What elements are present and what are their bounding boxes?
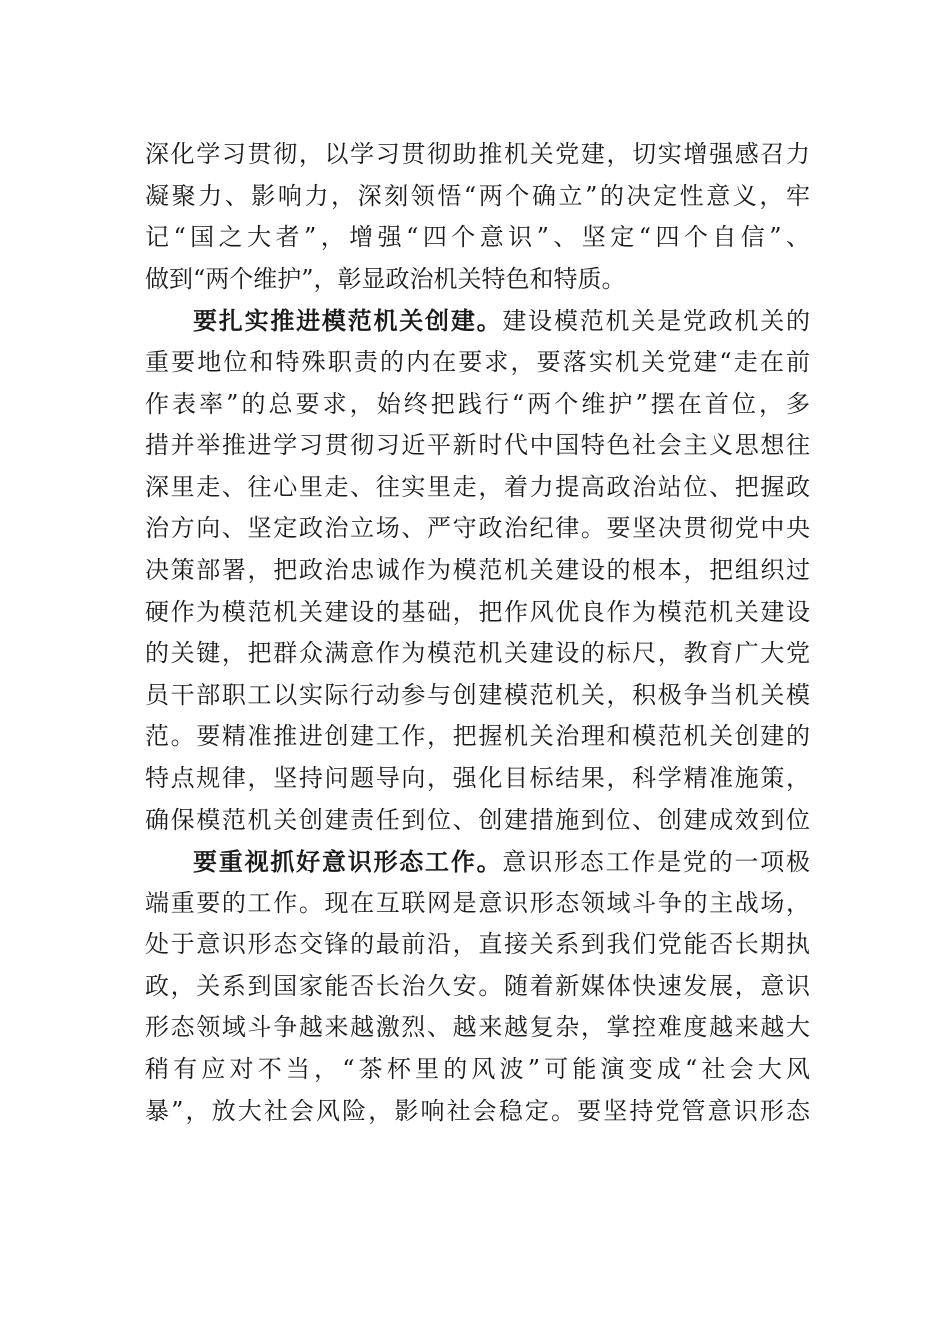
text-line: 确保模范机关创建责任到位、创建措施到位、创建成效到位 [145, 805, 810, 834]
text-line: 决策部署，把政治忠诚作为模范机关建设的根本，把组织过 [145, 555, 810, 584]
text-line: 作表率”的总要求，始终把践行“两个维护”摆在首位，多 [145, 389, 810, 418]
text-line: 的关键，把群众满意作为模范机关建设的标尺，教育广大党 [145, 639, 810, 668]
text-line: 记“国之大者”，增强“四个意识”、坚定“四个自信”、 [145, 223, 810, 252]
text-line [145, 841, 810, 883]
text-line: 硬作为模范机关建设的基础，把作风优良作为模范机关建设 [145, 597, 810, 626]
text-line: 深化学习贯彻，以学习贯彻助推机关党建，切实增强感召力 [145, 140, 810, 168]
text-line: 暴”，放大社会风险，影响社会稳定。要坚持党管意识形态 [145, 1096, 810, 1125]
text-line: 范。要精准推进创建工作，把握机关治理和模范机关创建的 [145, 722, 810, 751]
text-line: 稍有应对不当，“茶杯里的风波”可能演变成“社会大风 [145, 1055, 810, 1084]
text-line [145, 300, 810, 342]
paragraph [145, 134, 810, 300]
paragraph-lead-heading: 要重视抓好意识形态工作。 [193, 847, 503, 877]
text-line: 措并举推进学习贯彻习近平新时代中国特色社会主义思想往 [145, 431, 810, 460]
paragraph [145, 300, 810, 841]
text-line: 端重要的工作。现在互联网是意识形态领域斗争的主战场， [145, 888, 810, 917]
text-line: 处于意识形态交锋的最前沿，直接关系到我们党能否长期执 [145, 930, 810, 959]
text-line: 特点规律，坚持问题导向，强化目标结果，科学精准施策， [145, 763, 810, 792]
text-line: 治方向、坚定政治立场、严守政治纪律。要坚决贯彻党中央 [145, 514, 810, 543]
document-body [145, 134, 810, 1132]
paragraph-lead-heading: 要扎实推进模范机关创建。 [193, 306, 503, 336]
text-line: 政，关系到国家能否长治久安。随着新媒体快速发展，意识 [145, 971, 810, 1000]
text-line: 深里走、往心里走、往实里走，着力提高政治站位、把握政 [145, 472, 810, 501]
text-line: 形态领域斗争越来越激烈、越来越复杂，掌控难度越来越大 [145, 1013, 810, 1042]
text-line: 员干部职工以实际行动参与创建模范机关，积极争当机关模 [145, 680, 810, 709]
text-line: 重要地位和特殊职责的内在要求，要落实机关党建“走在前 [145, 347, 810, 376]
text-line: 做到“两个维护”，彰显政治机关特色和特质。 [145, 264, 626, 293]
paragraph [145, 841, 810, 1132]
text-run: 意识形态工作是党的一项极 [502, 848, 810, 877]
text-run: 建设模范机关是党政机关的 [502, 307, 810, 336]
text-line: 凝聚力、影响力，深刻领悟“两个确立”的决定性意义，牢 [145, 181, 810, 210]
